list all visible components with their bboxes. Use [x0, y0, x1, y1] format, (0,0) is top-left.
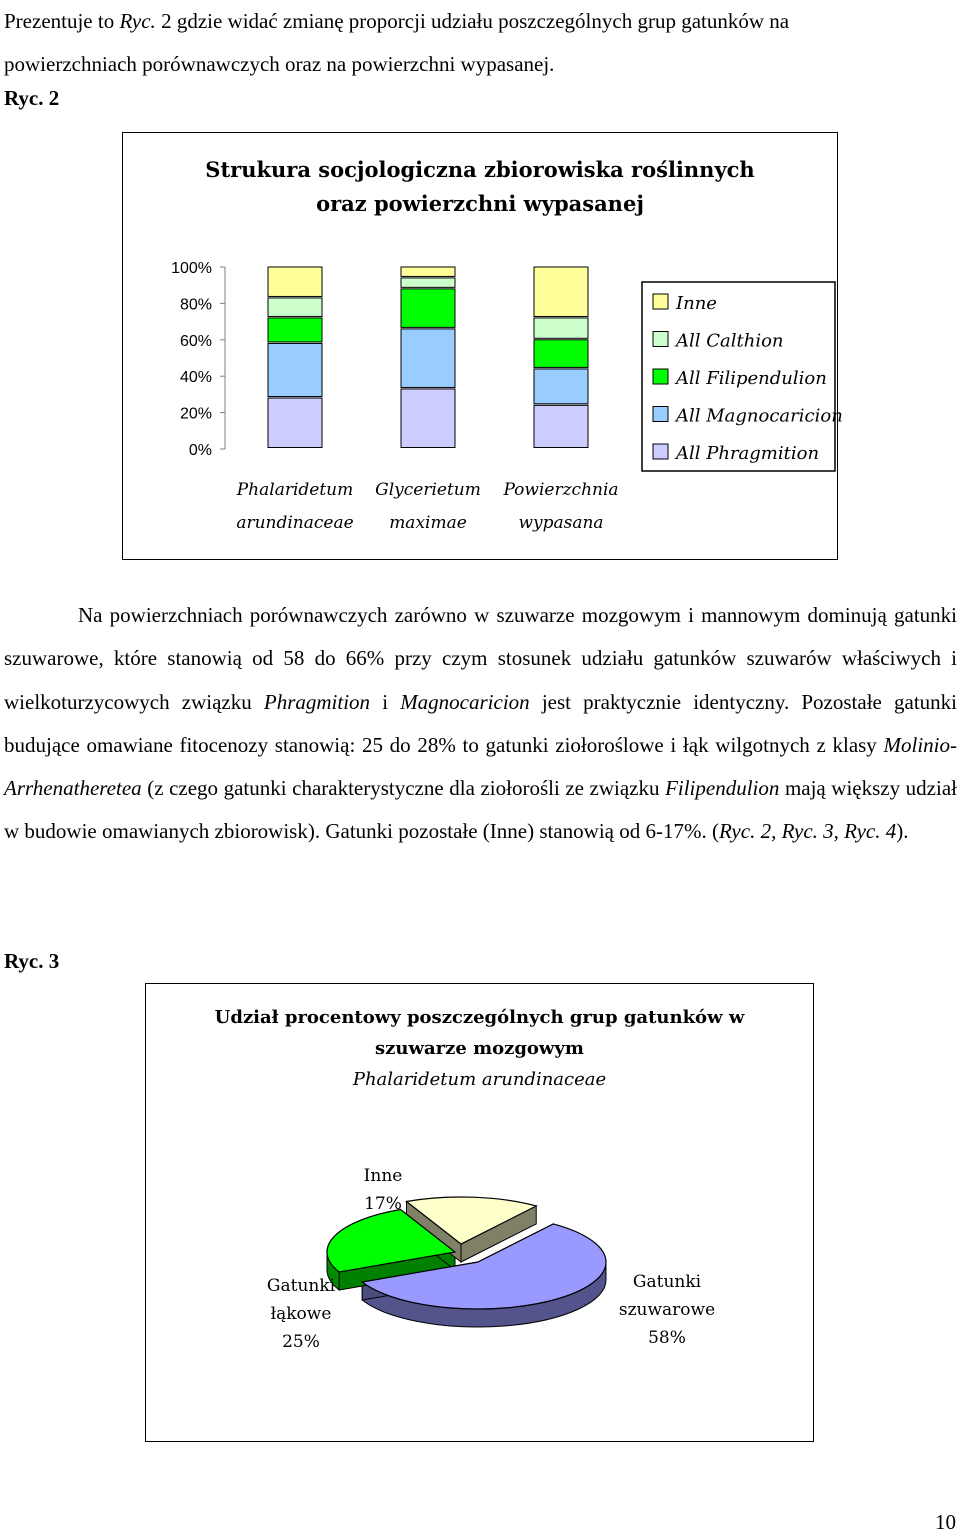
bar-chart-title: Strukura socjologiczna zbiorowiska roślinnych oraz powierzchni wypasanej [205, 157, 755, 216]
stacked-bar-chart [123, 133, 843, 559]
pie-label: szuwarowe [618, 1300, 716, 1320]
x-category-label: arundinaceae [236, 513, 354, 533]
legend-swatch [653, 407, 668, 422]
bar-segment [268, 267, 322, 296]
bar-segment [268, 318, 322, 342]
y-tick-label: 20% [179, 405, 212, 423]
pie-chart-frame [145, 983, 814, 1442]
pie-value-label: 17% [364, 1194, 402, 1214]
legend-label: All Magnocaricion [676, 405, 843, 427]
y-tick-label: 40% [179, 369, 212, 387]
bar-segment [534, 267, 588, 316]
body-paragraph: Na powierzchniach porównawczych zarówno w szuwarze mozgowym i mannowym dominują gatunki szuwarowe, które stanowią od 58 do 66% przy czym stosunek udziału gatunków szuwarów właściwych i wielkoturzycowych związku Phragmition i Magnocaricion jest praktycznie identyczny. Pozostałe gatunki budujące omawiane fitocenozy stanowią: 25 do 28% to gatunki ziołoroślowe i łąk wilgotnych z klasy Molinio-Arrhenatheretea (z czego gatunki charakterystyczne dla ziołorośli ze związku Filipendulion mają większy udział w budowie omawianych zbiorowisk). Gatunki pozostałe (Inne) stanowią od 6-17%. (Ryc. 2, Ryc. 3, Ryc. 4). [4, 603, 957, 844]
x-category-label: maximae [389, 513, 467, 533]
bar-chart-frame [122, 132, 843, 560]
y-tick-label: 60% [179, 332, 212, 350]
pie-label: Gatunki [266, 1276, 336, 1296]
legend-label: All Calthion [676, 330, 784, 352]
pie-label: łąkowe [270, 1304, 332, 1324]
y-tick-label: 100% [171, 260, 212, 277]
pie-label: Inne [363, 1166, 403, 1186]
y-tick-label: 80% [179, 296, 212, 314]
bar-segment [534, 405, 588, 447]
intro-text [4, 0, 956, 86]
bar-segment [401, 289, 455, 328]
legend-label: Inne [676, 293, 717, 314]
x-category-label: Glycerietum [375, 480, 481, 500]
bar-segment [534, 369, 588, 404]
figure-reference: Ryc. [119, 9, 156, 33]
bar-legend [642, 282, 843, 471]
bar-segment [401, 329, 455, 388]
pie-value-label: 58% [648, 1328, 686, 1348]
intro-line-1: Prezentuje to Ryc. 2 gdzie widać zmianę proporcji udziału poszczególnych grup gatunków na [4, 9, 790, 33]
bar-segment [534, 318, 588, 338]
bar-segment [268, 298, 322, 317]
pie-value-label: 25% [282, 1332, 320, 1352]
x-category-label: wypasana [518, 513, 604, 533]
pie-chart [146, 984, 813, 1441]
bar-segment [401, 278, 455, 287]
bar-segment [268, 343, 322, 396]
page-number: 10 [935, 1510, 956, 1534]
legend-swatch [653, 294, 668, 309]
x-category-label: Powierzchnia [503, 480, 619, 500]
x-category-label: Phalaridetum [236, 480, 354, 500]
legend-swatch [653, 369, 668, 384]
pie-label: Gatunki [632, 1272, 702, 1292]
bar-segment [401, 389, 455, 448]
legend-label: All Phragmition [676, 443, 820, 464]
figure-2-caption: Ryc. 2 [4, 86, 60, 110]
y-tick-label: 0% [188, 442, 212, 459]
legend-label: All Filipendulion [676, 368, 827, 389]
bar-segment [534, 340, 588, 368]
intro-line-2: powierzchniach porównawczych oraz na powierzchni wypasanej. [4, 52, 555, 76]
bar-segment [401, 267, 455, 276]
bar-segment [268, 398, 322, 447]
legend-swatch [653, 332, 668, 347]
legend-swatch [653, 444, 668, 459]
figure-3-caption: Ryc. 3 [4, 949, 60, 973]
pie-chart-title: Udział procentowy poszczególnych grup gatunków w szuwarze mozgowym Phalaridetum arundinaceae [214, 1007, 745, 1090]
